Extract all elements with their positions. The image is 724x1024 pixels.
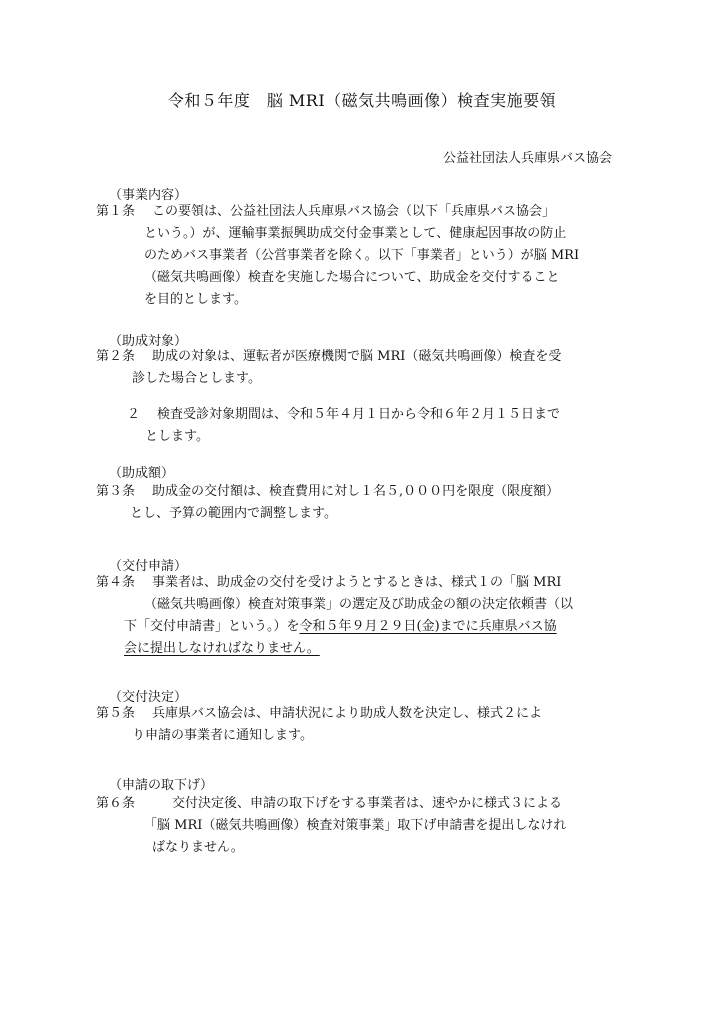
section-heading-5: （交付決定）	[109, 690, 188, 705]
article-2-line-1: 助成の対象は、運転者が医療機関で脳 MRI（磁気共鳴画像）検査を受	[152, 349, 562, 364]
article-4	[96, 572, 636, 660]
article-1-line-4: （磁気共鳴画像）検査を実施した場合について、助成金を交付すること	[144, 270, 560, 285]
article-1-line-3: のためバス事業者（公営事業者を除く。以下「事業者」という）が脳 MRI	[144, 248, 580, 263]
article-6	[96, 793, 636, 859]
article-number-3: 第３条	[96, 484, 136, 499]
article-number-2: 第２条	[96, 349, 136, 364]
page-title: 令和５年度 脳 MRI（磁気共鳴画像）検査実施要領	[167, 91, 557, 110]
section-heading-3: （助成額）	[109, 466, 175, 481]
article-1-line-1: この要領は、公益社団法人兵庫県バス協会（以下「兵庫県バス協会」	[152, 204, 556, 219]
article-2-paragraph-2-line-2: とします。	[145, 429, 209, 444]
section-heading-6: （申請の取下げ）	[109, 778, 214, 793]
article-3-line-2: とし、予算の範囲内で調整します。	[130, 506, 337, 521]
article-5-line-1: 兵庫県バス協会は、申請状況により助成人数を決定し、様式２によ	[152, 706, 543, 721]
article-3	[96, 481, 636, 525]
organization-name: 公益社団法人兵庫県バス協会	[442, 151, 612, 166]
article-number-1: 第１条	[96, 204, 136, 219]
article-4-line-1: 事業者は、助成金の交付を受けようとするときは、様式１の「脳 MRI	[152, 575, 562, 590]
paragraph-number-2: ２	[127, 407, 141, 422]
article-2	[96, 346, 636, 390]
section-heading-2: （助成対象）	[109, 334, 188, 349]
article-2-line-2: 診した場合とします。	[132, 371, 261, 386]
article-5	[96, 703, 636, 747]
article-4-line-2: （磁気共鳴画像）検査対策事業」の選定及び助成金の額の決定依頼書（以	[144, 597, 574, 612]
section-heading-1: （事業内容）	[109, 188, 188, 203]
article-number-4: 第４条	[96, 575, 136, 590]
article-6-line-3: ばなりません。	[152, 840, 244, 855]
article-4-line-3	[96, 616, 636, 638]
article-5-line-2: り申請の事業者に通知します。	[132, 728, 313, 743]
article-6-line-2: 「脳 MRI（磁気共鳴画像）検査対策事業」取下げ申請書を提出しなけれ	[144, 818, 567, 833]
deadline-underlined-text: 令和５年９月２９日(金)までに兵庫県バス協	[299, 619, 557, 634]
section-heading-4: （交付申請）	[109, 559, 188, 574]
article-1-line-5: を目的とします。	[144, 292, 247, 307]
article-4-line-3-text: 下「交付申請書」という。）を	[124, 619, 300, 634]
article-number-5: 第５条	[96, 706, 136, 721]
article-1-line-2: という。）が、運輸事業振興助成交付金事業として、健康起因事故の防止	[144, 226, 567, 241]
article-2-paragraph-2-line-1: 検査受診対象期間は、令和５年４月１日から令和６年２月１５日まで	[157, 407, 561, 422]
article-4-line-4	[96, 638, 636, 660]
article-4-line-4-text: 会に提出しなければなりません。	[124, 641, 320, 656]
article-1	[96, 201, 636, 311]
article-2-paragraph-2	[127, 404, 637, 448]
article-number-6: 第６条	[96, 796, 136, 811]
article-6-line-1: 交付決定後、申請の取下げをする事業者は、速やかに様式３による	[172, 796, 563, 811]
article-3-line-1: 助成金の交付額は、検査費用に対し１名５,０００円を限度（限度額）	[152, 484, 560, 499]
